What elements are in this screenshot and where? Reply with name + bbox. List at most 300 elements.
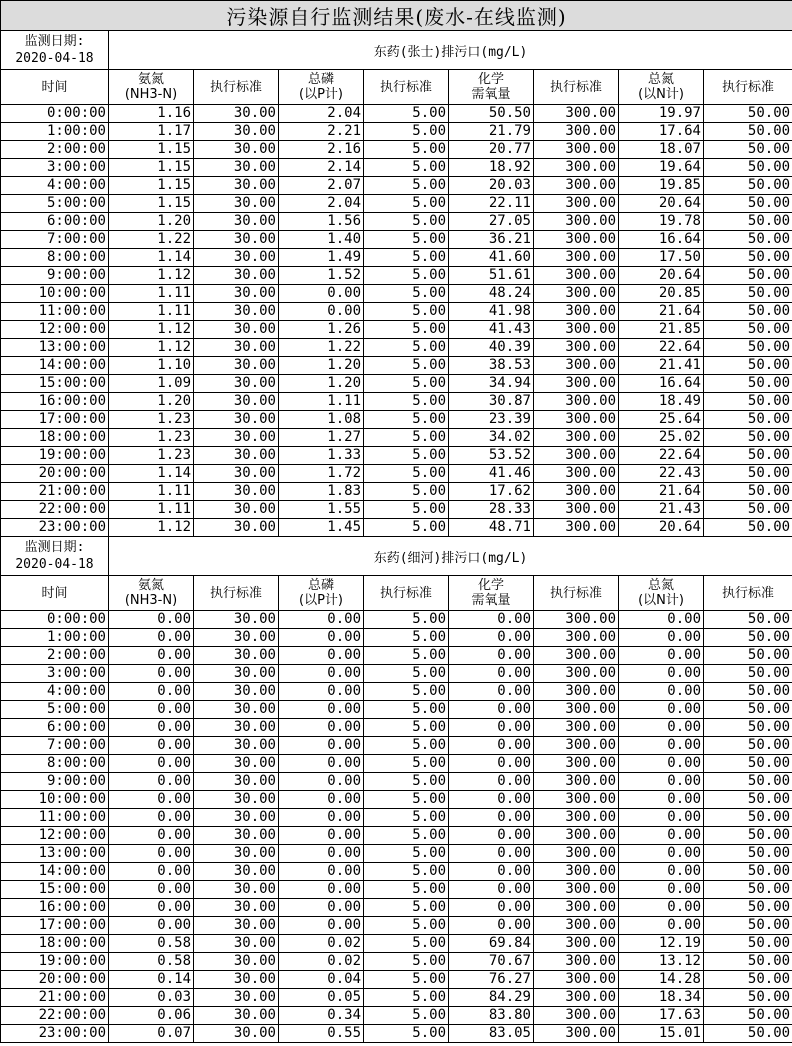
table-cell: 1.40 <box>279 231 364 249</box>
table-cell: 50.00 <box>704 303 792 321</box>
table-cell: 0.00 <box>619 611 704 629</box>
table-cell: 21.41 <box>619 357 704 375</box>
table-cell: 30.00 <box>194 249 279 267</box>
table-cell: 5.00 <box>364 123 449 141</box>
table-cell: 10:00:00 <box>1 285 109 303</box>
table-row <box>1 519 792 537</box>
table-cell: 50.00 <box>704 483 792 501</box>
table-cell: 5.00 <box>364 429 449 447</box>
table-row <box>1 1025 792 1043</box>
table-cell: 1.52 <box>279 267 364 285</box>
table-cell: 50.00 <box>704 375 792 393</box>
table-cell: 19.78 <box>619 213 704 231</box>
table-cell: 30.00 <box>194 339 279 357</box>
column-header <box>1 576 109 611</box>
table-cell: 300.00 <box>534 953 619 971</box>
table-cell: 50.00 <box>704 989 792 1007</box>
table-cell: 300.00 <box>534 665 619 683</box>
table-cell: 1.11 <box>279 393 364 411</box>
table-row <box>1 701 792 719</box>
table-cell: 0.00 <box>279 755 364 773</box>
column-header-line: 执行标准 <box>549 585 602 601</box>
table-cell: 30.00 <box>194 719 279 737</box>
table-cell: 30.00 <box>194 989 279 1007</box>
table-cell: 30.87 <box>449 393 534 411</box>
table-cell: 5.00 <box>364 177 449 195</box>
table-cell: 18:00:00 <box>1 935 109 953</box>
table-cell: 1.17 <box>109 123 194 141</box>
table-cell: 22.11 <box>449 195 534 213</box>
column-header <box>194 576 279 611</box>
table-cell: 5.00 <box>364 629 449 647</box>
table-cell: 30.00 <box>194 321 279 339</box>
table-cell: 30.00 <box>194 647 279 665</box>
table-cell: 300.00 <box>534 647 619 665</box>
column-header-line: (以N计) <box>638 593 684 608</box>
table-cell: 1.20 <box>109 393 194 411</box>
table-cell: 20.64 <box>619 267 704 285</box>
table-cell: 30.00 <box>194 665 279 683</box>
table-cell: 0.00 <box>109 863 194 881</box>
table-cell: 0.00 <box>449 665 534 683</box>
table-cell: 16:00:00 <box>1 899 109 917</box>
table-cell: 2.07 <box>279 177 364 195</box>
table-row <box>1 105 792 123</box>
table-cell: 17.64 <box>619 123 704 141</box>
column-header-line: (以P计) <box>299 593 343 608</box>
table-cell: 50.00 <box>704 683 792 701</box>
table-cell: 1.12 <box>109 519 194 537</box>
column-header-line: 执行标准 <box>379 79 432 95</box>
monitoring-date-value: 2020-04-18 <box>15 557 94 572</box>
table-cell: 0.00 <box>279 647 364 665</box>
table-cell: 9:00:00 <box>1 773 109 791</box>
table-cell: 300.00 <box>534 827 619 845</box>
table-cell: 5.00 <box>364 483 449 501</box>
table-cell: 0.34 <box>279 1007 364 1025</box>
table-cell: 30.00 <box>194 917 279 935</box>
table-cell: 0.00 <box>619 881 704 899</box>
table-cell: 0.00 <box>279 773 364 791</box>
table-cell: 0.00 <box>279 827 364 845</box>
table-cell: 5.00 <box>364 411 449 429</box>
table-cell: 1.11 <box>109 303 194 321</box>
table-cell: 1.83 <box>279 483 364 501</box>
table-cell: 50.00 <box>704 953 792 971</box>
table-cell: 41.46 <box>449 465 534 483</box>
table-row <box>1 231 792 249</box>
table-cell: 13.12 <box>619 953 704 971</box>
table-cell: 0.00 <box>449 701 534 719</box>
table-cell: 5.00 <box>364 665 449 683</box>
table-cell: 300.00 <box>534 1007 619 1025</box>
table-cell: 5.00 <box>364 159 449 177</box>
table-cell: 0.00 <box>279 809 364 827</box>
table-cell: 0.00 <box>449 881 534 899</box>
table-cell: 300.00 <box>534 393 619 411</box>
table-cell: 5.00 <box>364 737 449 755</box>
table-cell: 0.00 <box>109 647 194 665</box>
table-row <box>1 629 792 647</box>
table-cell: 5.00 <box>364 971 449 989</box>
table-cell: 30.00 <box>194 845 279 863</box>
table-cell: 50.00 <box>704 629 792 647</box>
table-cell: 0.07 <box>109 1025 194 1043</box>
column-header <box>534 576 619 611</box>
table-cell: 0.00 <box>109 917 194 935</box>
table-cell: 23:00:00 <box>1 1025 109 1043</box>
table-cell: 30.00 <box>194 809 279 827</box>
table-cell: 13:00:00 <box>1 339 109 357</box>
table-cell: 0.00 <box>109 629 194 647</box>
table-cell: 0.00 <box>619 629 704 647</box>
column-header <box>704 70 792 105</box>
column-header-line: 化学 <box>477 578 504 593</box>
table-cell: 0.00 <box>109 773 194 791</box>
table-cell: 0.00 <box>109 899 194 917</box>
table-cell: 50.00 <box>704 791 792 809</box>
table-cell: 0.00 <box>279 899 364 917</box>
table-cell: 300.00 <box>534 845 619 863</box>
table-cell: 36.21 <box>449 231 534 249</box>
monitoring-date-cell <box>1 31 109 70</box>
column-header-row <box>1 70 792 105</box>
table-cell: 50.00 <box>704 773 792 791</box>
table-cell: 5.00 <box>364 195 449 213</box>
table-cell: 5.00 <box>364 701 449 719</box>
table-cell: 0.02 <box>279 953 364 971</box>
table-cell: 50.00 <box>704 141 792 159</box>
table-cell: 30.00 <box>194 971 279 989</box>
table-cell: 50.00 <box>704 249 792 267</box>
table-cell: 5:00:00 <box>1 701 109 719</box>
table-cell: 0.00 <box>449 611 534 629</box>
table-cell: 300.00 <box>534 357 619 375</box>
table-cell: 0.00 <box>449 827 534 845</box>
table-cell: 30.00 <box>194 447 279 465</box>
table-cell: 30.00 <box>194 1007 279 1025</box>
table-row <box>1 249 792 267</box>
table-cell: 300.00 <box>534 267 619 285</box>
table-cell: 0.00 <box>619 917 704 935</box>
table-row <box>1 123 792 141</box>
column-header <box>109 576 194 611</box>
table-cell: 50.00 <box>704 1025 792 1043</box>
table-cell: 1.11 <box>109 285 194 303</box>
table-cell: 300.00 <box>534 123 619 141</box>
table-cell: 0:00:00 <box>1 105 109 123</box>
table-cell: 0.00 <box>449 773 534 791</box>
table-cell: 0.00 <box>449 917 534 935</box>
table-cell: 0.00 <box>449 863 534 881</box>
table-cell: 5.00 <box>364 899 449 917</box>
table-cell: 51.61 <box>449 267 534 285</box>
table-cell: 5.00 <box>364 375 449 393</box>
table-row <box>1 303 792 321</box>
monitoring-date-label: 监测日期: <box>24 34 85 49</box>
table-cell: 300.00 <box>534 285 619 303</box>
table-cell: 14:00:00 <box>1 863 109 881</box>
table-cell: 5.00 <box>364 791 449 809</box>
table-cell: 50.00 <box>704 519 792 537</box>
table-cell: 50.00 <box>704 1007 792 1025</box>
table-cell: 18.92 <box>449 159 534 177</box>
table-cell: 0.00 <box>279 701 364 719</box>
table-cell: 22:00:00 <box>1 1007 109 1025</box>
table-cell: 300.00 <box>534 483 619 501</box>
table-cell: 300.00 <box>534 773 619 791</box>
table-cell: 5.00 <box>364 935 449 953</box>
table-cell: 5.00 <box>364 989 449 1007</box>
table-cell: 0.00 <box>619 809 704 827</box>
table-cell: 5.00 <box>364 683 449 701</box>
table-cell: 25.64 <box>619 411 704 429</box>
column-header <box>449 576 534 611</box>
table-cell: 300.00 <box>534 737 619 755</box>
table-cell: 300.00 <box>534 303 619 321</box>
table-cell: 1.14 <box>109 249 194 267</box>
table-cell: 5.00 <box>364 357 449 375</box>
table-cell: 5.00 <box>364 393 449 411</box>
table-cell: 17.62 <box>449 483 534 501</box>
table-cell: 14:00:00 <box>1 357 109 375</box>
table-cell: 0.00 <box>449 899 534 917</box>
table-cell: 50.00 <box>704 971 792 989</box>
outlet-name: 东药(张士)排污口(mg/L) <box>109 31 792 70</box>
table-cell: 50.00 <box>704 665 792 683</box>
table-cell: 300.00 <box>534 629 619 647</box>
table-row <box>1 321 792 339</box>
table-cell: 1.08 <box>279 411 364 429</box>
table-cell: 20.85 <box>619 285 704 303</box>
table-cell: 0.14 <box>109 971 194 989</box>
table-cell: 3:00:00 <box>1 665 109 683</box>
table-cell: 0.00 <box>279 629 364 647</box>
table-cell: 8:00:00 <box>1 249 109 267</box>
table-cell: 1.14 <box>109 465 194 483</box>
column-header-line: 总氮 <box>647 578 674 593</box>
table-cell: 9:00:00 <box>1 267 109 285</box>
table-cell: 0.00 <box>279 917 364 935</box>
table-cell: 53.52 <box>449 447 534 465</box>
table-cell: 30.00 <box>194 629 279 647</box>
table-cell: 50.00 <box>704 899 792 917</box>
table-row <box>1 267 792 285</box>
table-row <box>1 917 792 935</box>
table-cell: 83.80 <box>449 1007 534 1025</box>
table-cell: 30.00 <box>194 303 279 321</box>
table-cell: 1.22 <box>109 231 194 249</box>
table-cell: 50.00 <box>704 105 792 123</box>
table-cell: 2.16 <box>279 141 364 159</box>
table-cell: 0.58 <box>109 935 194 953</box>
table-cell: 21.64 <box>619 483 704 501</box>
table-row <box>1 899 792 917</box>
table-cell: 14.28 <box>619 971 704 989</box>
table-cell: 50.00 <box>704 647 792 665</box>
table-cell: 50.00 <box>704 321 792 339</box>
table-cell: 5.00 <box>364 845 449 863</box>
table-cell: 1.11 <box>109 483 194 501</box>
table-cell: 300.00 <box>534 159 619 177</box>
table-cell: 300.00 <box>534 105 619 123</box>
table-cell: 300.00 <box>534 611 619 629</box>
table-cell: 17:00:00 <box>1 411 109 429</box>
table-cell: 5.00 <box>364 755 449 773</box>
table-cell: 50.00 <box>704 935 792 953</box>
table-cell: 0.00 <box>619 845 704 863</box>
table-cell: 0.00 <box>619 773 704 791</box>
table-cell: 300.00 <box>534 177 619 195</box>
table-cell: 1.23 <box>109 411 194 429</box>
table-cell: 0.00 <box>449 809 534 827</box>
table-row <box>1 791 792 809</box>
table-cell: 38.53 <box>449 357 534 375</box>
table-cell: 5.00 <box>364 303 449 321</box>
table-cell: 50.00 <box>704 809 792 827</box>
table-row <box>1 989 792 1007</box>
table-cell: 76.27 <box>449 971 534 989</box>
table-cell: 7:00:00 <box>1 231 109 249</box>
table-cell: 30.00 <box>194 755 279 773</box>
table-cell: 41.43 <box>449 321 534 339</box>
table-cell: 0.00 <box>619 665 704 683</box>
table-cell: 30.00 <box>194 1025 279 1043</box>
table-cell: 0.00 <box>279 737 364 755</box>
column-header <box>279 70 364 105</box>
table-row <box>1 375 792 393</box>
table-cell: 50.00 <box>704 411 792 429</box>
section-header-row <box>1 31 792 70</box>
table-cell: 50.00 <box>704 339 792 357</box>
table-cell: 30.00 <box>194 105 279 123</box>
table-cell: 22.43 <box>619 465 704 483</box>
table-cell: 12:00:00 <box>1 827 109 845</box>
table-cell: 1:00:00 <box>1 629 109 647</box>
table-cell: 0.00 <box>109 737 194 755</box>
table-cell: 18:00:00 <box>1 429 109 447</box>
table-cell: 20.03 <box>449 177 534 195</box>
table-row <box>1 881 792 899</box>
table-cell: 5.00 <box>364 1007 449 1025</box>
table-cell: 1.12 <box>109 321 194 339</box>
table-cell: 50.50 <box>449 105 534 123</box>
table-cell: 17:00:00 <box>1 917 109 935</box>
table-cell: 34.94 <box>449 375 534 393</box>
table-row <box>1 935 792 953</box>
table-cell: 30.00 <box>194 827 279 845</box>
table-row <box>1 447 792 465</box>
table-cell: 300.00 <box>534 701 619 719</box>
table-cell: 50.00 <box>704 755 792 773</box>
table-cell: 1.49 <box>279 249 364 267</box>
report-title: 污染源自行监测结果(废水-在线监测) <box>1 1 792 31</box>
table-cell: 300.00 <box>534 899 619 917</box>
table-row <box>1 773 792 791</box>
table-cell: 30.00 <box>194 429 279 447</box>
table-cell: 50.00 <box>704 285 792 303</box>
table-cell: 300.00 <box>534 339 619 357</box>
table-cell: 0.00 <box>449 755 534 773</box>
table-cell: 1.10 <box>109 357 194 375</box>
table-cell: 0.00 <box>449 845 534 863</box>
table-cell: 1.16 <box>109 105 194 123</box>
table-cell: 1.20 <box>279 375 364 393</box>
table-cell: 50.00 <box>704 881 792 899</box>
column-header <box>364 576 449 611</box>
table-cell: 2.14 <box>279 159 364 177</box>
table-cell: 0.00 <box>619 683 704 701</box>
table-cell: 0.00 <box>619 755 704 773</box>
table-cell: 18.07 <box>619 141 704 159</box>
table-cell: 40.39 <box>449 339 534 357</box>
table-cell: 0.00 <box>109 683 194 701</box>
table-cell: 300.00 <box>534 881 619 899</box>
table-cell: 5:00:00 <box>1 195 109 213</box>
table-cell: 0.00 <box>279 303 364 321</box>
table-row <box>1 737 792 755</box>
table-cell: 0.00 <box>279 845 364 863</box>
column-header-line: 执行标准 <box>379 585 432 601</box>
section-header-row <box>1 537 792 576</box>
table-cell: 1:00:00 <box>1 123 109 141</box>
table-cell: 17.50 <box>619 249 704 267</box>
table-cell: 21:00:00 <box>1 989 109 1007</box>
table-cell: 30.00 <box>194 285 279 303</box>
table-cell: 50.00 <box>704 737 792 755</box>
table-cell: 10:00:00 <box>1 791 109 809</box>
table-cell: 5.00 <box>364 881 449 899</box>
table-cell: 50.00 <box>704 195 792 213</box>
table-cell: 83.05 <box>449 1025 534 1043</box>
table-cell: 0:00:00 <box>1 611 109 629</box>
column-header-line: 氨氮 <box>137 578 164 593</box>
table-cell: 300.00 <box>534 447 619 465</box>
table-cell: 1.12 <box>109 339 194 357</box>
table-cell: 300.00 <box>534 755 619 773</box>
column-header <box>619 576 704 611</box>
table-cell: 27.05 <box>449 213 534 231</box>
table-row <box>1 177 792 195</box>
table-cell: 30.00 <box>194 611 279 629</box>
table-cell: 11:00:00 <box>1 809 109 827</box>
table-cell: 0.00 <box>279 881 364 899</box>
table-cell: 6:00:00 <box>1 213 109 231</box>
table-row <box>1 809 792 827</box>
table-row <box>1 195 792 213</box>
table-cell: 1.27 <box>279 429 364 447</box>
column-header <box>704 576 792 611</box>
column-header-line: 氨氮 <box>137 72 164 87</box>
table-cell: 23:00:00 <box>1 519 109 537</box>
table-cell: 0.05 <box>279 989 364 1007</box>
table-cell: 13:00:00 <box>1 845 109 863</box>
table-row <box>1 1007 792 1025</box>
table-row <box>1 393 792 411</box>
table-row <box>1 863 792 881</box>
table-cell: 2:00:00 <box>1 647 109 665</box>
table-cell: 15:00:00 <box>1 375 109 393</box>
table-cell: 50.00 <box>704 159 792 177</box>
table-cell: 300.00 <box>534 863 619 881</box>
table-cell: 1.15 <box>109 141 194 159</box>
table-cell: 19:00:00 <box>1 447 109 465</box>
table-cell: 1.20 <box>279 357 364 375</box>
table-cell: 0.00 <box>279 683 364 701</box>
table-cell: 21.79 <box>449 123 534 141</box>
table-cell: 0.00 <box>109 827 194 845</box>
table-cell: 70.67 <box>449 953 534 971</box>
